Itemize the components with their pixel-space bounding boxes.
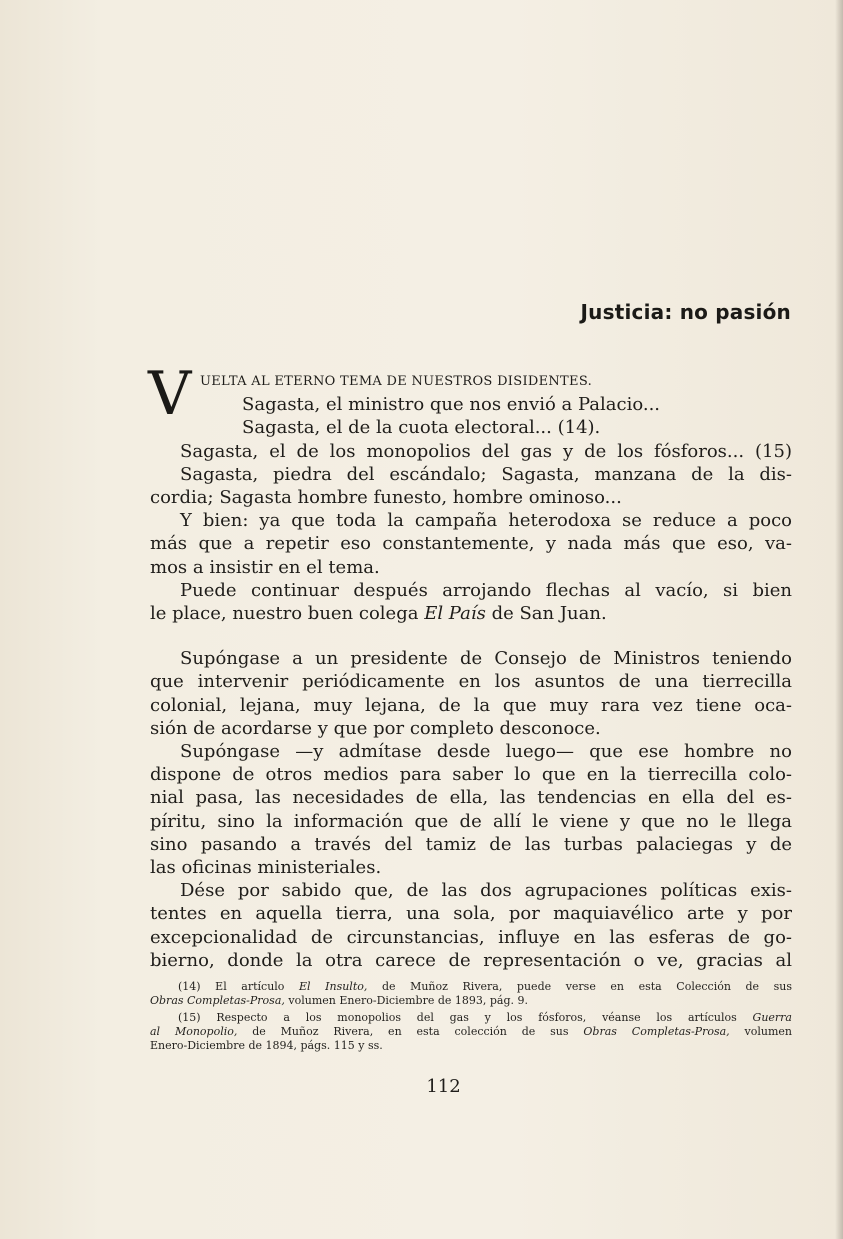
text-line: excepcionalidad de circunstancias, influye en las esferas de go- bbox=[150, 926, 792, 948]
italic-title: Obras Completas-Prosa, bbox=[583, 1025, 730, 1038]
footnote-line bbox=[150, 1025, 792, 1039]
footnotes bbox=[150, 980, 792, 1056]
text-run: de Muñoz Rivera, puede verse en esta Colección de sus bbox=[367, 980, 793, 993]
footnote-line bbox=[150, 1011, 792, 1025]
paragraph-6 bbox=[150, 879, 792, 972]
page-edge-shadow bbox=[835, 0, 843, 1239]
text-line: Supóngase a un presidente de Consejo de Ministros teniendo bbox=[180, 648, 792, 670]
text-line: Y bien: ya que toda la campaña heterodoxa se reduce a poco bbox=[180, 510, 792, 532]
text-run: volumen Enero-Diciembre de 1893, pág. 9. bbox=[284, 994, 528, 1007]
footnote-line: Enero-Diciembre de 1894, págs. 115 y ss. bbox=[150, 1039, 383, 1052]
text-line: nial pasa, las necesidades de ella, las tendencias en ella del es- bbox=[150, 787, 792, 809]
footnote-line bbox=[150, 980, 792, 994]
paragraph-5 bbox=[150, 740, 792, 879]
body-text bbox=[148, 359, 792, 972]
italic-title: Guerra bbox=[752, 1011, 792, 1024]
text-line bbox=[150, 602, 792, 625]
text-run: (15) Respecto a los monopolios del gas y los fósforos, véanse los artículos bbox=[178, 1011, 753, 1024]
text-line: Supóngase —y admítase desde luego— que ese hombre no bbox=[180, 741, 792, 763]
newspaper-title: El País bbox=[424, 603, 486, 625]
paragraph-2 bbox=[150, 509, 792, 579]
text-run: le place, nuestro buen colega bbox=[150, 603, 425, 625]
text-line: sino pasando a través del tamiz de las turbas palaciegas y de bbox=[150, 833, 792, 855]
italic-title: El Insulto, bbox=[299, 980, 368, 993]
text-line: sión de acordarse y que por completo desconoce. bbox=[150, 717, 601, 739]
text-run: de Muñoz Rivera, en esta colección de sus bbox=[237, 1025, 584, 1038]
text-run: (14) El artículo bbox=[178, 980, 300, 993]
text-line: Dése por sabido que, de las dos agrupaciones políticas exis- bbox=[180, 880, 792, 902]
opening-line-1: UELTA AL ETERNO TEMA DE NUESTROS DISIDENTES. bbox=[200, 374, 592, 389]
page-number: 112 bbox=[426, 1076, 461, 1097]
text-line: mos a insistir en el tema. bbox=[150, 556, 380, 578]
paragraph-3 bbox=[150, 579, 792, 625]
text-line: Sagasta, el de los monopolios del gas y de los fósforos... (15) bbox=[180, 440, 792, 462]
italic-title: al Monopolio, bbox=[150, 1025, 238, 1038]
opening-lines bbox=[148, 359, 792, 440]
opening-line-2: Sagasta, el ministro que nos envió a Palacio... bbox=[242, 394, 661, 416]
text-line: Sagasta, piedra del escándalo; Sagasta, manzana de la dis- bbox=[180, 463, 792, 485]
footnote-15 bbox=[150, 1011, 792, 1053]
chapter-title: Justicia: no pasión bbox=[580, 300, 791, 324]
paragraph-1 bbox=[180, 440, 792, 486]
text-line: cordia; Sagasta hombre funesto, hombre ominoso... bbox=[150, 487, 622, 508]
paragraph-1-cont bbox=[150, 486, 792, 509]
text-line: que intervenir periódicamente en los asuntos de una tierrecilla bbox=[150, 671, 792, 693]
text-run: volumen bbox=[729, 1025, 792, 1038]
text-line: píritu, sino la información que de allí le viene y que no le llega bbox=[150, 810, 792, 832]
text-line: bierno, donde la otra carece de representación o ve, gracias al bbox=[150, 949, 792, 971]
paragraph-4 bbox=[150, 647, 792, 740]
text-line: las oficinas ministeriales. bbox=[150, 857, 382, 879]
text-line: colonial, lejana, muy lejana, de la que muy rara vez tiene oca- bbox=[150, 694, 792, 716]
drop-cap: V bbox=[148, 359, 192, 429]
italic-title: Obras Completas-Prosa, bbox=[150, 994, 285, 1007]
text-line: más que a repetir eso constantemente, y nada más que eso, va- bbox=[150, 533, 792, 555]
footnote-line bbox=[150, 994, 792, 1008]
opening-line-3: Sagasta, el de la cuota electoral... (14). bbox=[242, 417, 601, 439]
text-run: de San Juan. bbox=[485, 603, 607, 625]
footnote-14 bbox=[150, 980, 792, 1008]
text-line: tentes en aquella tierra, una sola, por maquiavélico arte y por bbox=[150, 903, 792, 925]
text-line: dispone de otros medios para saber lo que en la tierrecilla colo- bbox=[150, 764, 792, 786]
text-line: Puede continuar después arrojando flechas al vacío, si bien bbox=[180, 579, 792, 601]
